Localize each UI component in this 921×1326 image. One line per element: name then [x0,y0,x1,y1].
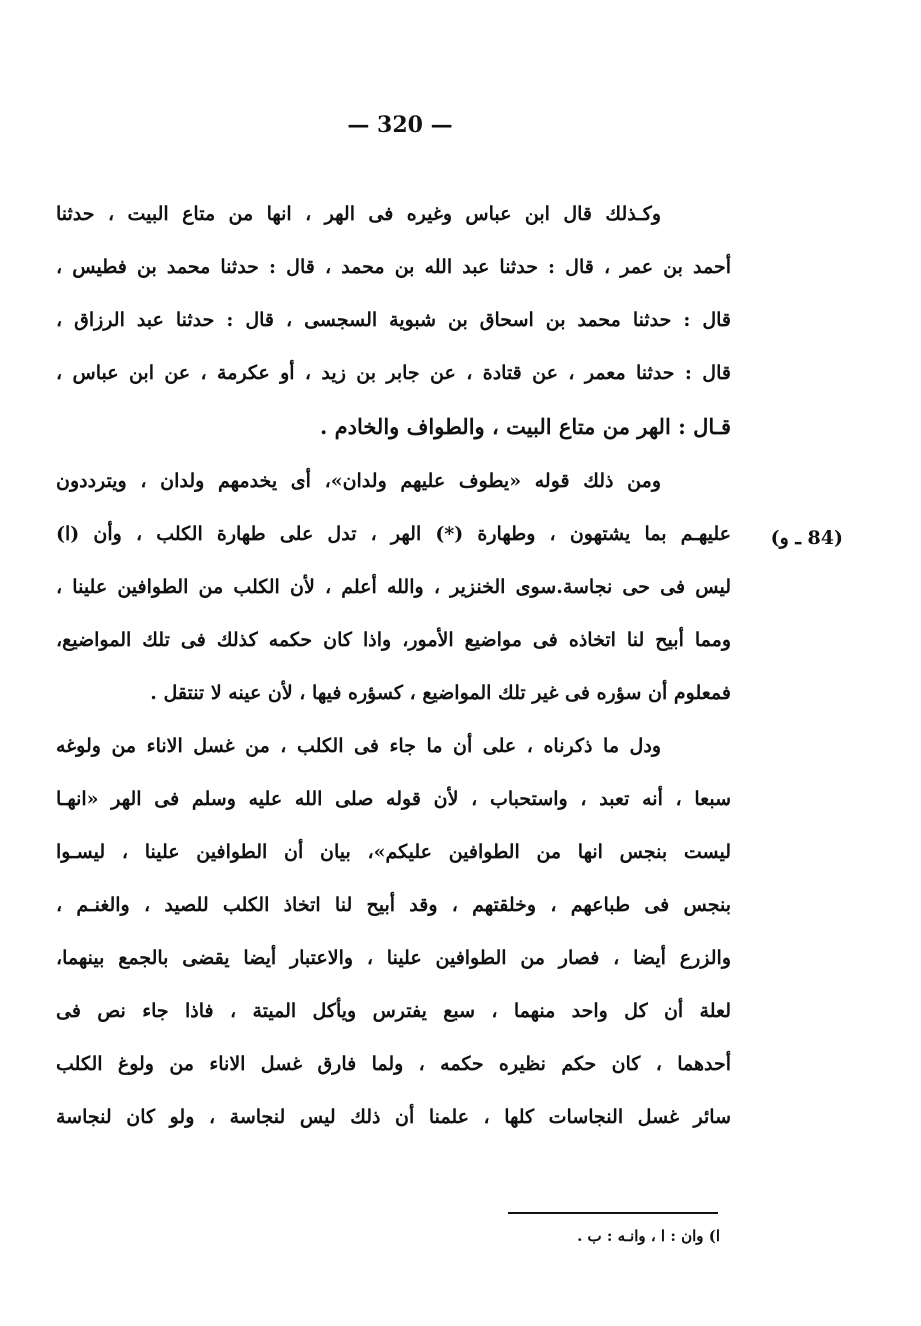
paragraph-line: عليهـم بما يشتهون ، وطهارة (*) الهر ، تدل على طهارة الكلب ، وأن (ا) [56,523,731,545]
paragraph-line: فمعلوم أن سؤره فى غير تلك المواضيع ، كسؤره فيها ، لأن عينه لا تنتقل . [150,682,731,704]
paragraph-1 [56,188,731,453]
paragraph-line: قال : حدثنا معمر ، عن قتادة ، عن جابر بن زيد ، أو عكرمة ، عن ابن عباس ، [56,362,731,384]
paragraph-3 [56,720,731,1144]
paragraph-line: سائر غسل النجاسات كلها ، علمنا أن ذلك ليس لنجاسة ، ولو كان لنجاسة [56,1106,731,1128]
paragraph-2 [56,455,731,720]
paragraph-line: ليست بنجس انها من الطوافين عليكم»، بيان أن الطوافين علينا ، ليسـوا [56,841,731,863]
paragraph-line: ومن ذلك قوله «يطوف عليهم ولدان»، أى يخدمهم ولدان ، ويترددون [56,470,661,492]
margin-note: (84 ـ و) [770,527,843,549]
paragraph-line: ومما أبيح لنا اتخاذه فى مواضيع الأمور، واذا كان حكمه كذلك فى تلك المواضيع، [56,629,731,651]
paragraph-line: سبعا ، أنه تعبد ، واستحباب ، لأن قوله صلى الله عليه وسلم فى الهر «انهـا [56,788,731,810]
footnote: ا) وان : ا ، وانـه : ب . [577,1227,720,1245]
paragraph-line: قـال : الهر من متاع البيت ، والطواف والخادم . [320,414,731,439]
paragraph-line: ودل ما ذكرناه ، على أن ما جاء فى الكلب ، من غسل الاناء من ولوغه [56,735,661,757]
paragraph-line: قال : حدثنا محمد بن اسحاق بن شبوية السجسى ، قال : حدثنا عبد الرزاق ، [56,309,731,331]
paragraph-line: ليس فى حى نجاسة.سوى الخنزير ، والله أعلم ، لأن الكلب من الطوافين علينا ، [56,576,731,598]
paragraph-line: لعلة أن كل واحد منهما ، سبع يفترس ويأكل الميتة ، فاذا جاء نص فى [56,1000,731,1022]
paragraph-line: أحدهما ، كان حكم نظيره حكمه ، ولما فارق غسل الاناء من ولوغ الكلب [56,1053,731,1075]
paragraph-line: أحمد بن عمر ، قال : حدثنا عبد الله بن محمد ، قال : حدثنا محمد بن فطيس ، [56,256,731,278]
paragraph-line: بنجس فى طباعهم ، وخلقتهم ، وقد أبيح لنا اتخاذ الكلب للصيد ، والغنـم ، [56,894,731,916]
paragraph-line: وكـذلك قال ابن عباس وغيره فى الهر ، انها من متاع البيت ، حدثنا [56,203,661,225]
page-number: — 320 — [347,112,453,138]
footnote-divider [508,1212,718,1214]
paragraph-line: والزرع أيضا ، فصار من الطوافين علينا ، والاعتبار أيضا يقضى بالجمع بينهما، [56,947,731,969]
